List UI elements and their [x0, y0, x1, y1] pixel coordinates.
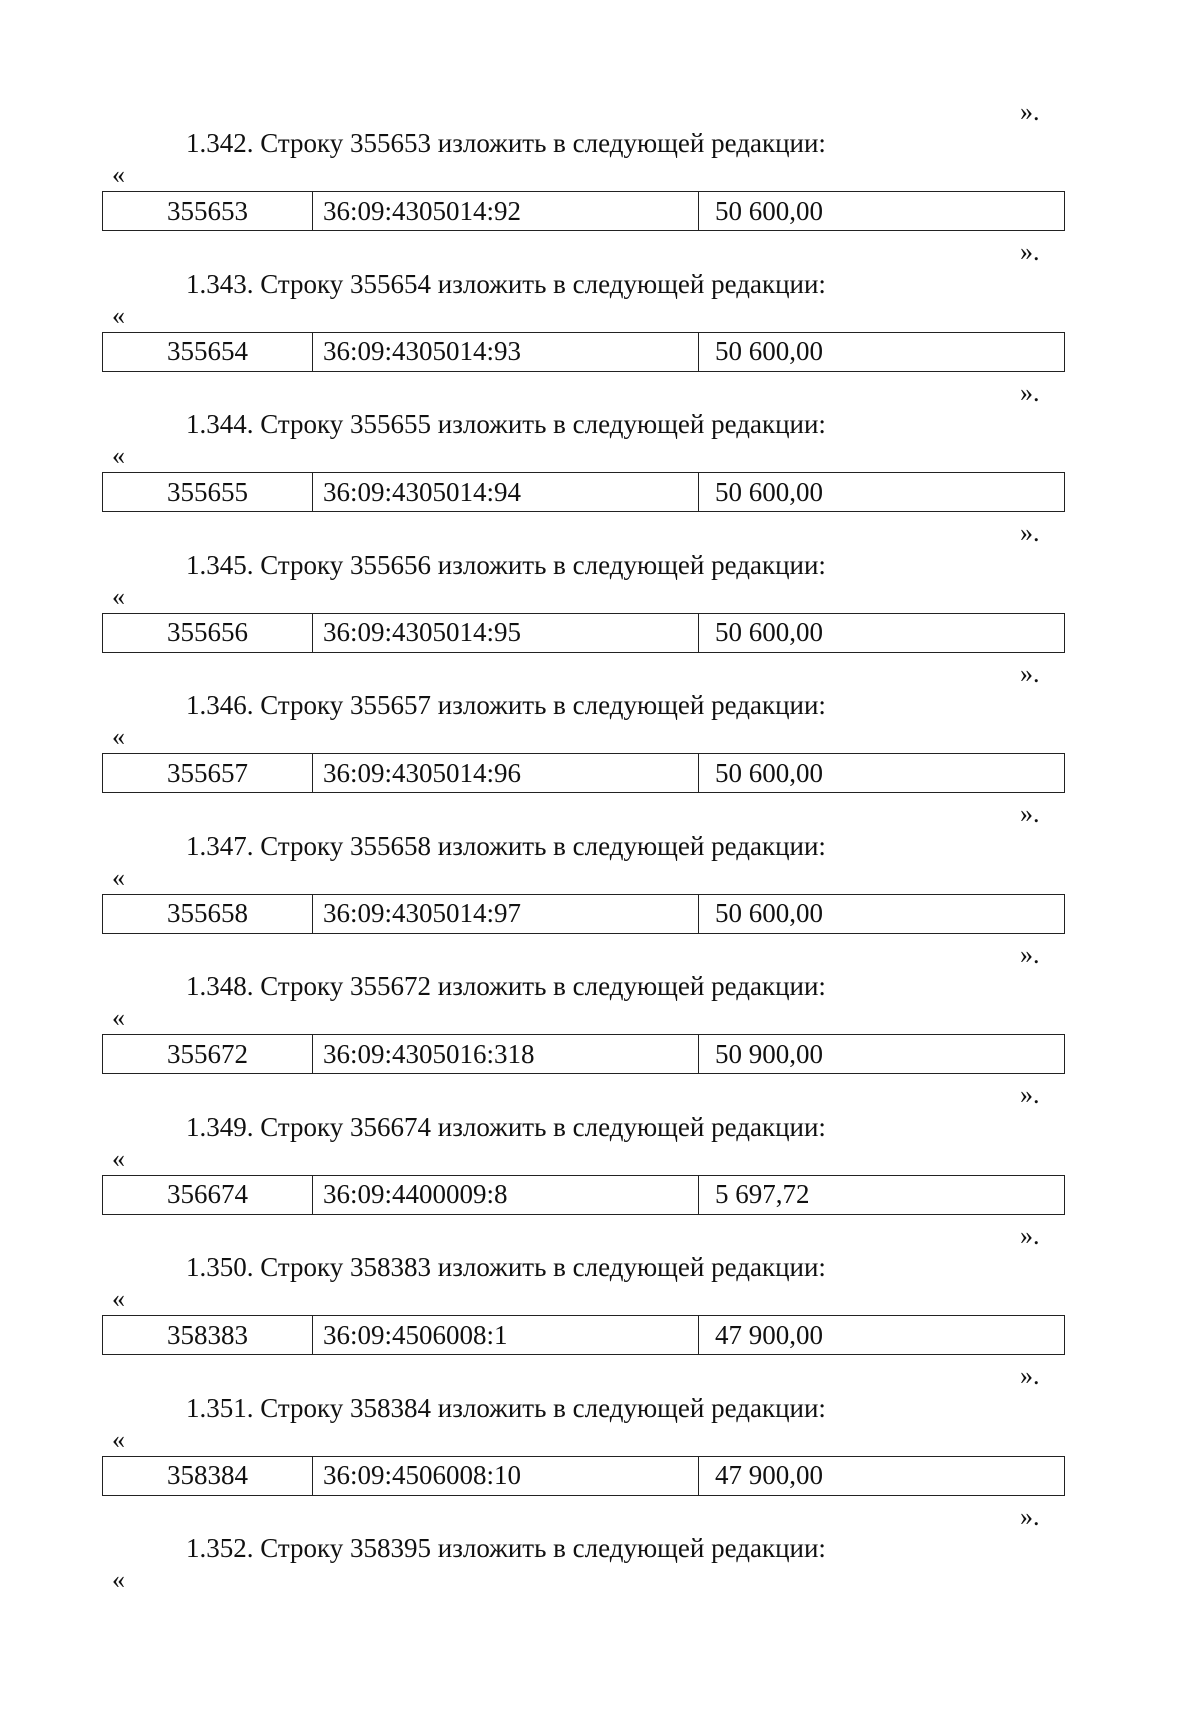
closing-quote: ». [1020, 518, 1040, 547]
closing-quote: ». [1020, 97, 1040, 126]
row-number-cell: 358384 [103, 1457, 313, 1495]
amendment-heading: 1.343. Строку 355654 изложить в следующей редакции: [186, 268, 826, 299]
value-cell: 47 900,00 [715, 1319, 823, 1350]
value-cell: 50 600,00 [715, 336, 823, 366]
amendment-heading: 1.346. Строку 355657 изложить в следующей редакции: [186, 690, 826, 720]
cadastral-number-cell: 36:09:4305014:94 [313, 473, 699, 511]
closing-quote: ». [1020, 1080, 1040, 1109]
opening-quote: « [112, 1003, 125, 1032]
amendment-heading: 1.345. Строку 355656 изложить в следующей редакции: [186, 549, 826, 580]
opening-quote: « [112, 1565, 125, 1594]
value-cell: 47 900,00 [715, 1460, 823, 1490]
opening-quote: « [112, 581, 125, 611]
amendment-heading: 1.348. Строку 355672 изложить в следующей редакции: [186, 971, 826, 1001]
row-number-cell: 355657 [103, 754, 313, 792]
value-cell: 5 697,72 [715, 1179, 810, 1209]
row-number-cell: 356674 [103, 1176, 313, 1214]
amendment-heading: 1.342. Строку 355653 изложить в следующей редакции: [186, 128, 826, 158]
opening-quote: « [112, 1424, 125, 1454]
amendment-heading: 1.351. Строку 358384 изложить в следующей редакции: [186, 1392, 826, 1423]
closing-quote: ». [1020, 237, 1040, 266]
table-row [102, 472, 1065, 512]
closing-quote: ». [1020, 1361, 1040, 1390]
row-number-cell: 355654 [103, 333, 313, 371]
cadastral-number-cell: 36:09:4400009:8 [313, 1176, 699, 1214]
closing-quote: ». [1020, 939, 1040, 969]
cadastral-number-cell: 36:09:4305014:96 [313, 754, 699, 792]
value-cell: 50 600,00 [715, 195, 823, 226]
cadastral-number-cell: 36:09:4305014:95 [313, 614, 699, 652]
closing-quote: ». [1020, 1501, 1040, 1531]
amendment-heading: 1.350. Строку 358383 изложить в следующей редакции: [186, 1252, 826, 1282]
table-row [102, 1456, 1065, 1496]
row-number-cell: 355672 [103, 1035, 313, 1073]
row-number-cell: 355653 [103, 192, 313, 230]
table-row [102, 1315, 1065, 1355]
cadastral-number-cell: 36:09:4506008:10 [313, 1457, 699, 1495]
value-cell: 50 600,00 [715, 617, 823, 647]
opening-quote: « [112, 300, 125, 330]
amendment-heading: 1.352. Строку 358395 изложить в следующей редакции: [186, 1533, 826, 1563]
value-cell: 50 900,00 [715, 1038, 823, 1069]
cadastral-number-cell: 36:09:4305014:92 [313, 192, 699, 230]
table-row [102, 613, 1065, 653]
amendment-heading: 1.349. Строку 356674 изложить в следующей редакции: [186, 1111, 826, 1142]
closing-quote: ». [1020, 377, 1040, 407]
row-number-cell: 355656 [103, 614, 313, 652]
table-row [102, 191, 1065, 231]
opening-quote: « [112, 160, 125, 189]
opening-quote: « [112, 862, 125, 892]
table-row [102, 1175, 1065, 1215]
value-cell: 50 600,00 [715, 476, 823, 507]
cadastral-number-cell: 36:09:4305014:93 [313, 333, 699, 371]
table-row [102, 332, 1065, 372]
opening-quote: « [112, 1143, 125, 1173]
table-row [102, 1034, 1065, 1074]
opening-quote: « [112, 722, 125, 751]
cadastral-number-cell: 36:09:4305014:97 [313, 895, 699, 933]
table-row [102, 753, 1065, 793]
closing-quote: ». [1020, 799, 1040, 828]
closing-quote: ». [1020, 658, 1040, 688]
cadastral-number-cell: 36:09:4506008:1 [313, 1316, 699, 1354]
row-number-cell: 358383 [103, 1316, 313, 1354]
value-cell: 50 600,00 [715, 757, 823, 788]
amendment-heading: 1.347. Строку 355658 изложить в следующей редакции: [186, 830, 826, 861]
row-number-cell: 355658 [103, 895, 313, 933]
value-cell: 50 600,00 [715, 898, 823, 928]
table-row [102, 894, 1065, 934]
cadastral-number-cell: 36:09:4305016:318 [313, 1035, 699, 1073]
amendment-heading: 1.344. Строку 355655 изложить в следующей редакции: [186, 409, 826, 439]
closing-quote: ». [1020, 1220, 1040, 1250]
opening-quote: « [112, 441, 125, 470]
opening-quote: « [112, 1284, 125, 1313]
row-number-cell: 355655 [103, 473, 313, 511]
